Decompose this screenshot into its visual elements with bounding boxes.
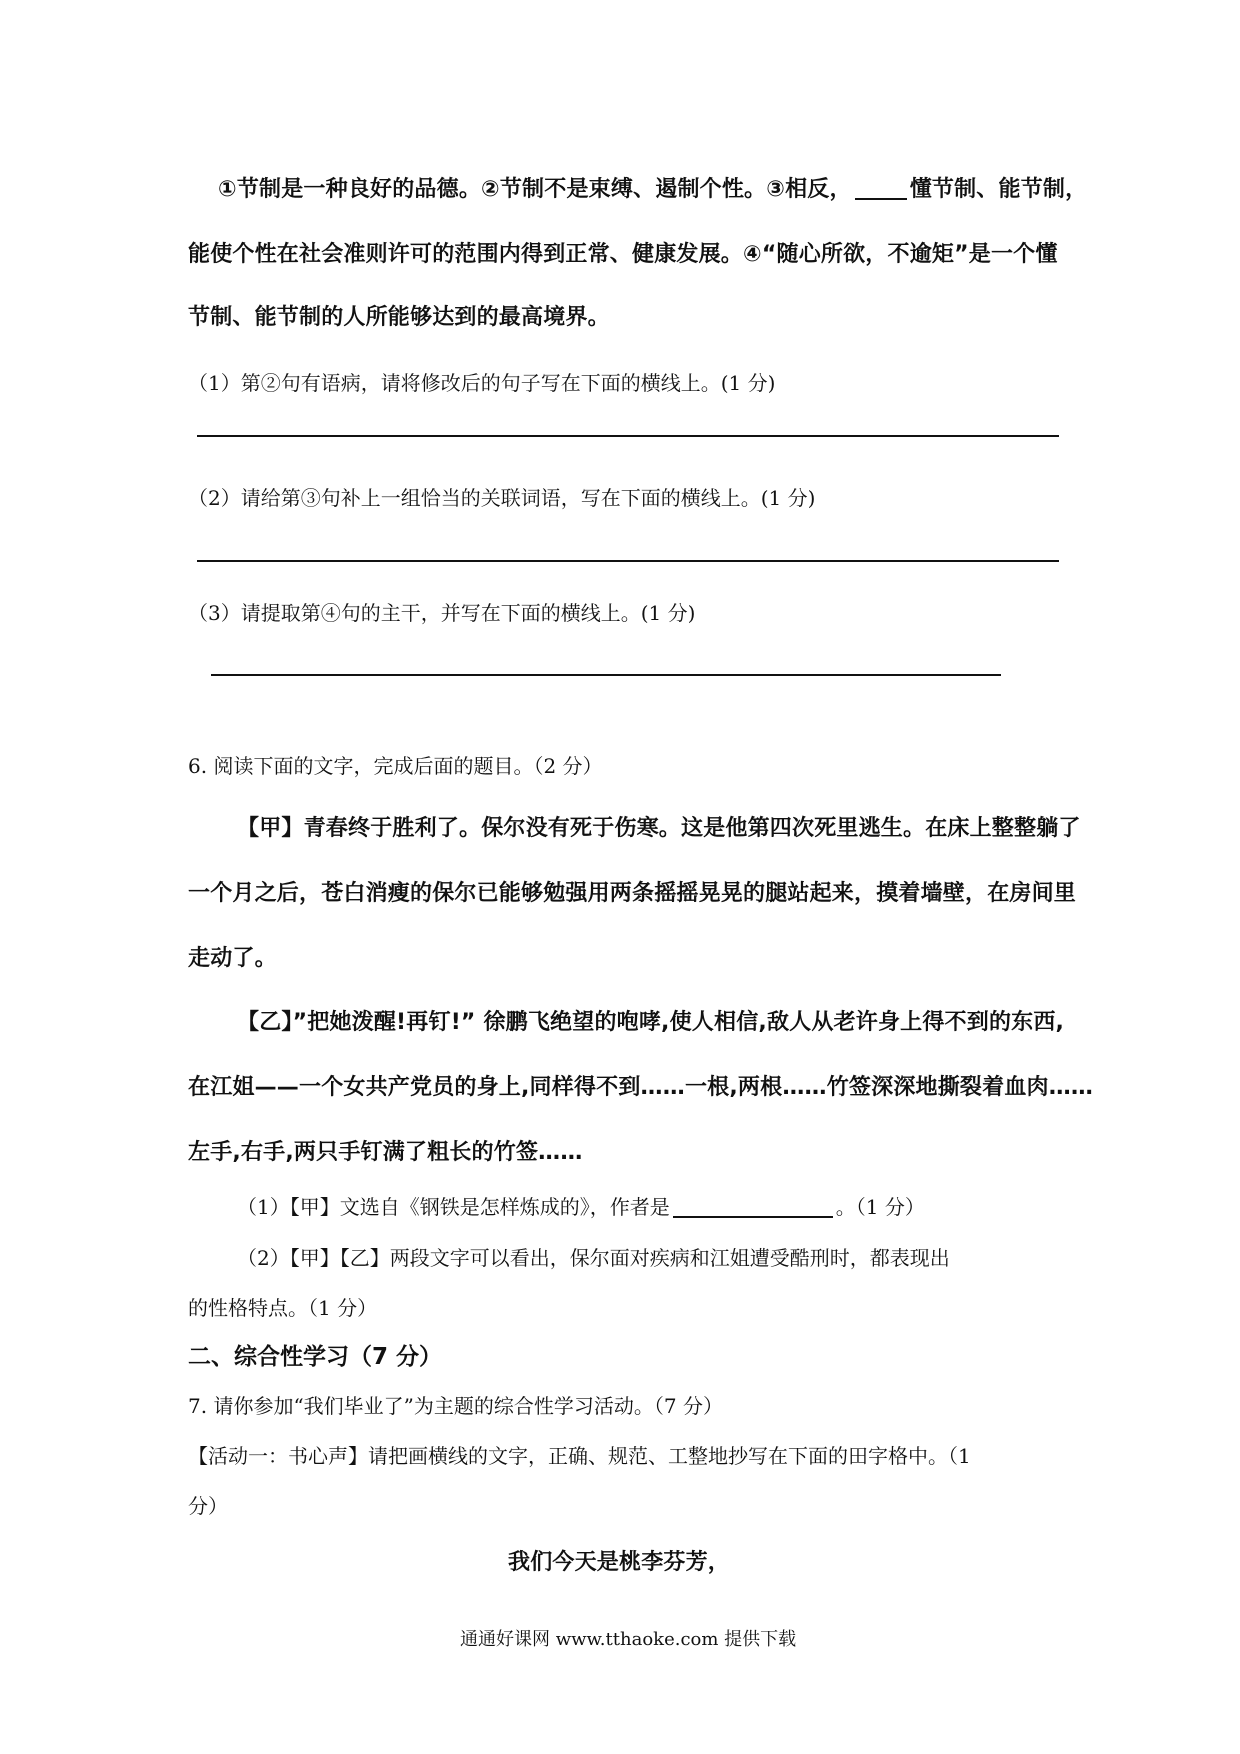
passage-line-3: 节制、能节制的人所能够达到的最高境界。 xyxy=(188,305,610,330)
question-6-2-line-1: （2）【甲】【乙】两段文字可以看出，保尔面对疾病和江姐遭受酷刑时，都表现出 xyxy=(237,1246,950,1270)
fill-blank xyxy=(855,178,907,200)
passage-line-1 xyxy=(218,172,1087,203)
answer-line-5-1 xyxy=(197,435,1059,437)
excerpt-yi-line-1: 【乙】”把她泼醒!再钉!” 徐鹏飞绝望的咆哮,使人相信,敌人从老许身上得不到的东西, xyxy=(237,1010,1065,1035)
author-blank xyxy=(673,1196,833,1218)
excerpt-jia-line-3: 走动了。 xyxy=(188,946,277,971)
activity-1-line-1: 【活动一：书心声】请把画横线的文字，正确、规范、工整地抄写在下面的田字格中。（1 xyxy=(188,1444,971,1468)
question-5-1: （1）第②句有语病，请将修改后的句子写在下面的横线上。(1 分) xyxy=(188,371,776,395)
question-6-title: 6. 阅读下面的文字，完成后面的题目。（2 分） xyxy=(188,754,603,778)
passage-line-1-end: 懂节制、能节制， xyxy=(909,177,1088,202)
excerpt-yi-line-2: 在江姐——一个女共产党员的身上,同样得不到……一根,两根……竹签深深地撕裂着血肉…… xyxy=(188,1075,1094,1100)
question-7-title: 7. 请你参加“我们毕业了”为主题的综合性学习活动。（7 分） xyxy=(188,1394,723,1418)
question-6-1-points: 。（1 分） xyxy=(835,1195,925,1219)
page-footer: 通通好课网 www.tthaoke.com 提供下载 xyxy=(460,1629,797,1650)
poem-line: 我们今天是桃李芬芳， xyxy=(508,1550,731,1575)
question-6-1-text: （1）【甲】文选自《钢铁是怎样炼成的》，作者是 xyxy=(237,1195,670,1219)
section-heading: 二、综合性学习（7 分） xyxy=(188,1344,443,1370)
excerpt-jia-line-2: 一个月之后，苍白消瘦的保尔已能够勉强用两条摇摇晃晃的腿站起来，摸着墙壁，在房间里 xyxy=(188,881,1077,906)
passage-line-1-start: ①节制是一种良好的品德。②节制不是束缚、遏制个性。③相反， xyxy=(218,177,852,202)
excerpt-jia-line-1: 【甲】青春终于胜利了。保尔没有死于伤寒。这是他第四次死里逃生。在床上整整躺了 xyxy=(237,816,1081,841)
question-5-2: （2）请给第③句补上一组恰当的关联词语，写在下面的横线上。(1 分) xyxy=(188,486,816,510)
passage-line-2: 能使个性在社会准则许可的范围内得到正常、健康发展。④“随心所欲，不逾矩”是一个懂 xyxy=(188,242,1058,267)
answer-line-5-2 xyxy=(197,560,1059,562)
answer-line-5-3 xyxy=(211,674,1001,676)
question-5-3: （3）请提取第④句的主干，并写在下面的横线上。(1 分) xyxy=(188,601,696,625)
excerpt-yi-line-3: 左手,右手,两只手钉满了粗长的竹签…… xyxy=(188,1140,583,1165)
activity-1-line-2: 分） xyxy=(188,1494,228,1518)
question-6-2-line-2: 的性格特点。（1 分） xyxy=(188,1296,378,1320)
question-6-1 xyxy=(237,1191,925,1220)
